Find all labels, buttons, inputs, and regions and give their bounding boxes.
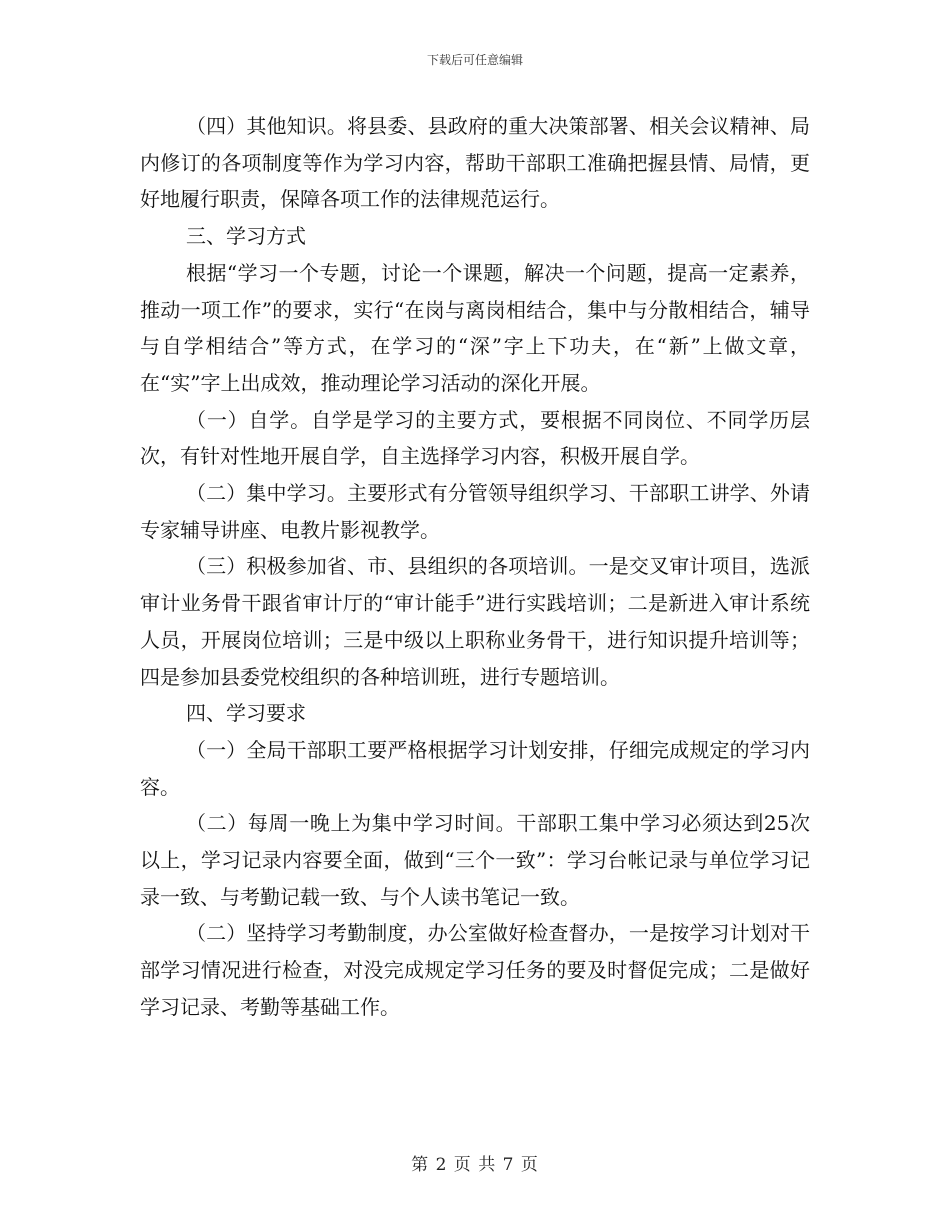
paragraph-group-study: （二）集中学习。主要形式有分管领导组织学习、干部职工讲学、外请专家辅导讲座、电教片影视教学。 <box>140 481 810 542</box>
paragraph-training: （三）积极参加省、市、县组织的各项培训。一是交叉审计项目，选派审计业务骨干跟省审计厅的“审计能手”进行实践培训；二是新进入审计系统人员，开展岗位培训；三是中级以上职称业务骨干，进行知识提升培训等；四是参加县委党校组织的各种培训班，进行专题培训。 <box>140 554 810 689</box>
section-heading-study-methods: 三、学习方式 <box>186 224 306 249</box>
section-heading-study-requirements: 四、学习要求 <box>186 701 306 726</box>
page-header: 下载后可任意编辑 <box>426 53 523 67</box>
document-body <box>140 108 810 1026</box>
page-footer: 第 2 页 共 7 页 <box>411 1155 539 1175</box>
paragraph-study-methods: 根据“学习一个专题，讨论一个课题，解决一个问题，提高一定素养，推动一项工作”的要求，实行“在岗与离岗相结合，集中与分散相结合，辅导与自学相结合”等方式，在学习的“深”字上下功夫，在“新”上做文章，在“实”字上出成效，推动理论学习活动的深化开展。 <box>140 260 810 395</box>
paragraph-requirement-2: （二）每周一晚上为集中学习时间。干部职工集中学习必须达到25次以上，学习记录内容要全面，做到“三个一致”：学习台帐记录与单位学习记录一致、与考勤记载一致、与个人读书笔记一致。 <box>140 811 810 909</box>
paragraph-requirement-1: （一）全局干部职工要严格根据学习计划安排，仔细完成规定的学习内容。 <box>140 737 810 799</box>
paragraph-requirement-3: （二）坚持学习考勤制度，办公室做好检查督办，一是按学习计划对干部学习情况进行检查，对没完成规定学习任务的要及时督促完成；二是做好学习记录、考勤等基础工作。 <box>140 921 810 1019</box>
paragraph-self-study: （一）自学。自学是学习的主要方式，要根据不同岗位、不同学历层次，有针对性地开展自学，自主选择学习内容，积极开展自学。 <box>140 407 810 469</box>
paragraph-other-knowledge: （四）其他知识。将县委、县政府的重大决策部署、相关会议精神、局内修订的各项制度等作为学习内容，帮助干部职工准确把握县情、局情，更好地履行职责，保障各项工作的法律规范运行。 <box>140 114 810 212</box>
